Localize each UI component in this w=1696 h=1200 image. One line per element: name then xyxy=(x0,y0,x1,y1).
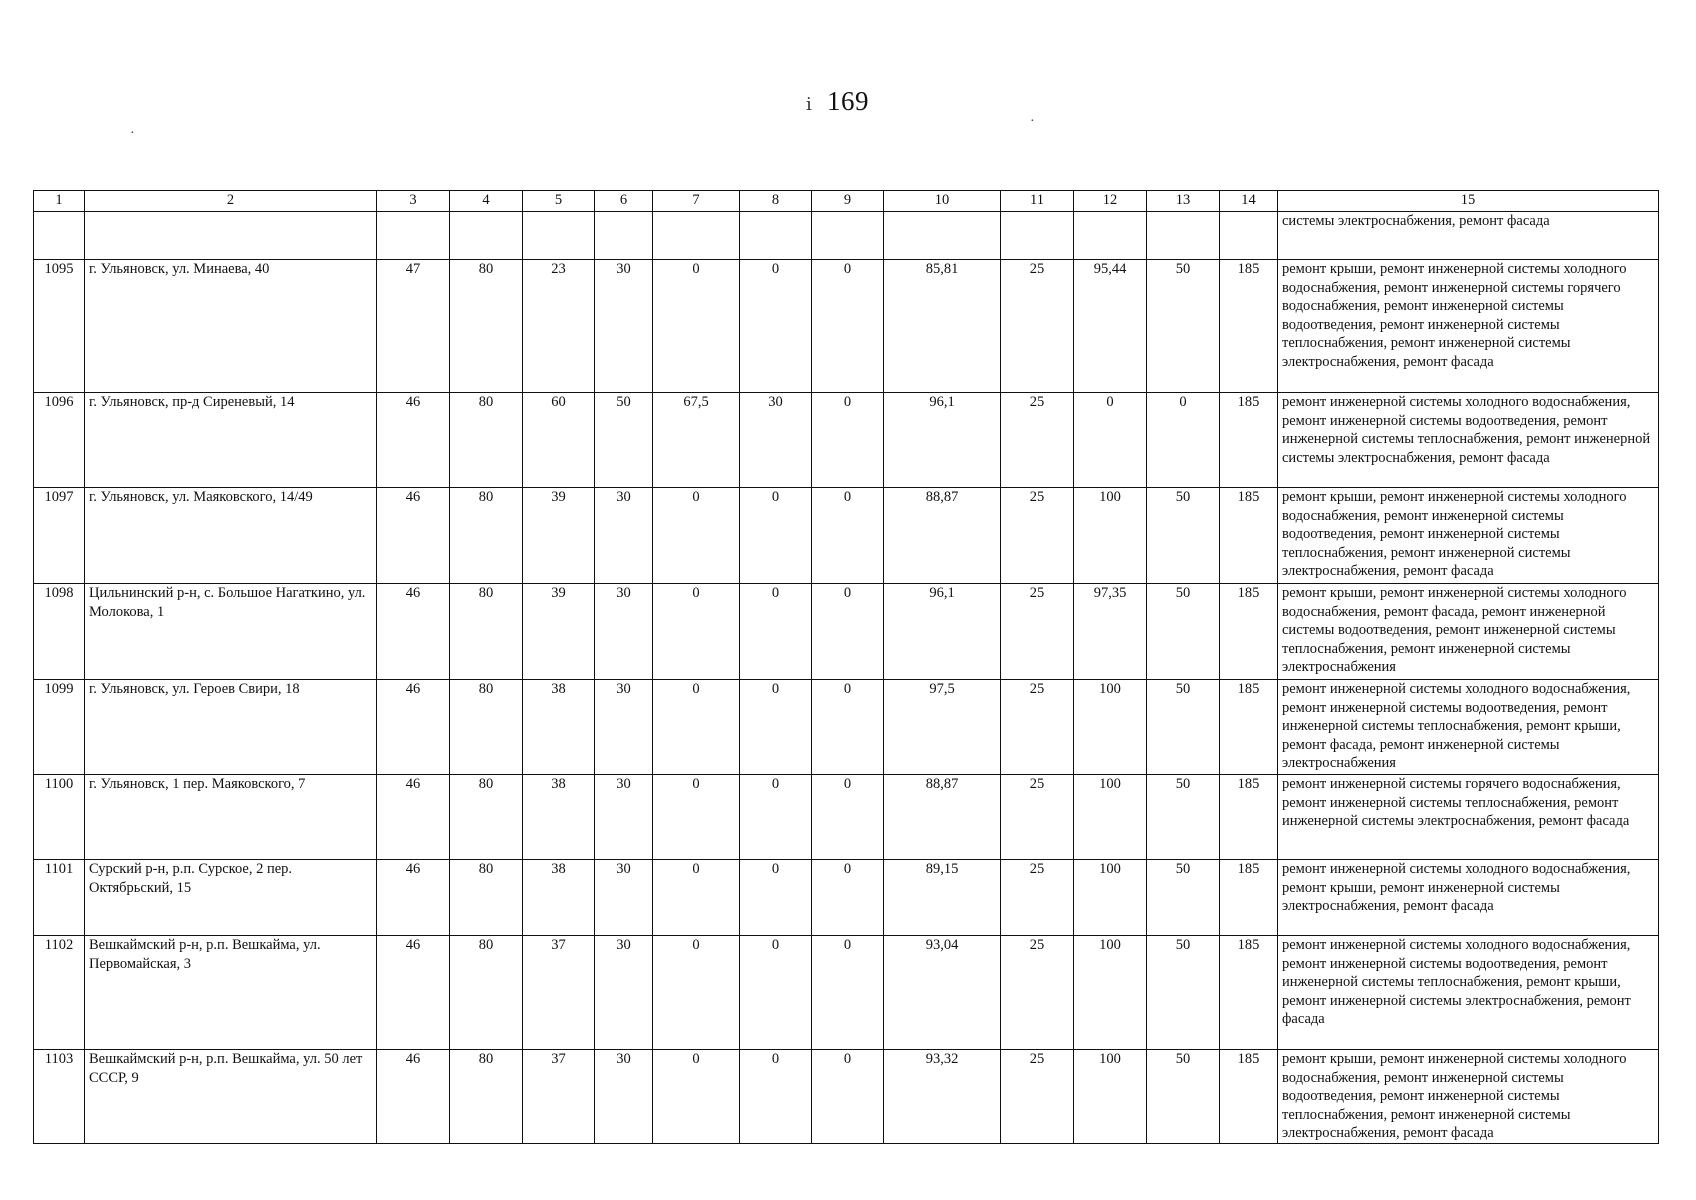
value-cell: 50 xyxy=(1147,260,1220,393)
value-cell: 89,15 xyxy=(884,860,1001,936)
works-cell: ремонт инженерной системы холодного водоснабжения, ремонт инженерной системы водоотведения, ремонт инженерной системы теплоснабжения, ремонт крыши, ремонт фасада, ремонт инженерной системы электроснабжения xyxy=(1278,680,1659,775)
value-cell: 67,5 xyxy=(653,393,740,488)
value-cell: 46 xyxy=(377,936,450,1050)
value-cell: 85,81 xyxy=(884,260,1001,393)
value-cell: 30 xyxy=(595,860,653,936)
value-cell: 50 xyxy=(1147,775,1220,860)
value-cell: 39 xyxy=(523,584,595,680)
row-number-cell: 1097 xyxy=(34,488,85,584)
table-row xyxy=(34,860,1659,936)
value-cell: 80 xyxy=(450,393,523,488)
works-cell: ремонт крыши, ремонт инженерной системы холодного водоснабжения, ремонт инженерной системы горячего водоснабжения, ремонт инженерной системы водоотведения, ремонт инженерной системы теплоснабжения, ремонт инженерной системы электроснабжения, ремонт фасада xyxy=(1278,260,1659,393)
page-number: 169 xyxy=(827,86,869,116)
value-cell: 46 xyxy=(377,584,450,680)
value-cell: 0 xyxy=(740,584,812,680)
value-cell: 30 xyxy=(595,1050,653,1144)
address-cell: Вешкаймский р-н, р.п. Вешкайма, ул. 50 лет СССР, 9 xyxy=(85,1050,377,1144)
value-cell: 80 xyxy=(450,260,523,393)
address-cell: г. Ульяновск, ул. Минаева, 40 xyxy=(85,260,377,393)
value-cell: 38 xyxy=(523,860,595,936)
works-cell: ремонт инженерной системы холодного водоснабжения, ремонт инженерной системы водоотведения, ремонт инженерной системы теплоснабжения, ремонт крыши, ремонт инженерной системы электроснабжения, ремонт фасада xyxy=(1278,936,1659,1050)
column-header: 10 xyxy=(884,191,1001,212)
value-cell: 50 xyxy=(1147,488,1220,584)
value-cell: 80 xyxy=(450,680,523,775)
value-cell: 0 xyxy=(740,1050,812,1144)
value-cell: 0 xyxy=(1147,393,1220,488)
value-cell: 185 xyxy=(1220,393,1278,488)
column-header: 7 xyxy=(653,191,740,212)
table-row xyxy=(34,775,1659,860)
table-row xyxy=(34,936,1659,1050)
value-cell: 0 xyxy=(653,260,740,393)
works-cell: системы электроснабжения, ремонт фасада xyxy=(1278,212,1659,260)
value-cell: 0 xyxy=(812,860,884,936)
value-cell: 50 xyxy=(1147,860,1220,936)
value-cell: 0 xyxy=(812,936,884,1050)
table-row xyxy=(34,1050,1659,1144)
value-cell: 80 xyxy=(450,488,523,584)
value-cell: 88,87 xyxy=(884,775,1001,860)
value-cell: 185 xyxy=(1220,775,1278,860)
value-cell: 96,1 xyxy=(884,584,1001,680)
value-cell: 23 xyxy=(523,260,595,393)
value-cell: 80 xyxy=(450,775,523,860)
value-cell: 100 xyxy=(1074,860,1147,936)
address-cell: Сурский р-н, р.п. Сурское, 2 пер. Октябрьский, 15 xyxy=(85,860,377,936)
value-cell: 50 xyxy=(1147,936,1220,1050)
value-cell: 0 xyxy=(812,680,884,775)
value-cell: 25 xyxy=(1001,1050,1074,1144)
value-cell: 38 xyxy=(523,775,595,860)
value-cell: 30 xyxy=(595,260,653,393)
works-cell: ремонт крыши, ремонт инженерной системы холодного водоснабжения, ремонт инженерной системы водоотведения, ремонт инженерной системы теплоснабжения, ремонт инженерной системы электроснабжения, ремонт фасада xyxy=(1278,1050,1659,1144)
value-cell: 93,32 xyxy=(884,1050,1001,1144)
value-cell: 37 xyxy=(523,1050,595,1144)
address-cell: г. Ульяновск, пр-д Сиреневый, 14 xyxy=(85,393,377,488)
value-cell: 80 xyxy=(450,860,523,936)
value-cell: 97,35 xyxy=(1074,584,1147,680)
value-cell: 30 xyxy=(595,936,653,1050)
table-row xyxy=(34,260,1659,393)
value-cell: 25 xyxy=(1001,393,1074,488)
column-header: 9 xyxy=(812,191,884,212)
column-header: 4 xyxy=(450,191,523,212)
value-cell: 88,87 xyxy=(884,488,1001,584)
works-cell: ремонт крыши, ремонт инженерной системы холодного водоснабжения, ремонт инженерной системы водоотведения, ремонт инженерной системы теплоснабжения, ремонт инженерной системы электроснабжения, ремонт фасада xyxy=(1278,488,1659,584)
value-cell: 0 xyxy=(812,393,884,488)
row-number-cell: 1100 xyxy=(34,775,85,860)
row-number-cell: 1101 xyxy=(34,860,85,936)
value-cell: 0 xyxy=(812,488,884,584)
value-cell: 46 xyxy=(377,488,450,584)
table-body xyxy=(34,212,1659,1144)
column-header: 3 xyxy=(377,191,450,212)
value-cell: 0 xyxy=(740,860,812,936)
value-cell: 80 xyxy=(450,584,523,680)
table-row xyxy=(34,584,1659,680)
value-cell: 30 xyxy=(595,488,653,584)
value-cell: 185 xyxy=(1220,260,1278,393)
column-header: 8 xyxy=(740,191,812,212)
header-row xyxy=(34,191,1659,212)
works-cell: ремонт инженерной системы горячего водоснабжения, ремонт инженерной системы теплоснабжения, ремонт инженерной системы электроснабжения, ремонт фасада xyxy=(1278,775,1659,860)
value-cell: 0 xyxy=(653,680,740,775)
column-header: 6 xyxy=(595,191,653,212)
value-cell: 0 xyxy=(740,936,812,1050)
row-number-cell: 1095 xyxy=(34,260,85,393)
column-header: 11 xyxy=(1001,191,1074,212)
value-cell: 100 xyxy=(1074,680,1147,775)
value-cell: 39 xyxy=(523,488,595,584)
value-cell: 0 xyxy=(812,584,884,680)
value-cell: 0 xyxy=(1074,393,1147,488)
column-header: 15 xyxy=(1278,191,1659,212)
value-cell: 37 xyxy=(523,936,595,1050)
value-cell: 97,5 xyxy=(884,680,1001,775)
value-cell: 25 xyxy=(1001,680,1074,775)
value-cell: 0 xyxy=(812,775,884,860)
value-cell: 0 xyxy=(740,775,812,860)
value-cell: 0 xyxy=(653,860,740,936)
value-cell: 0 xyxy=(653,1050,740,1144)
value-cell: 185 xyxy=(1220,584,1278,680)
value-cell: 46 xyxy=(377,860,450,936)
value-cell: 50 xyxy=(1147,680,1220,775)
value-cell: 185 xyxy=(1220,488,1278,584)
value-cell: 25 xyxy=(1001,260,1074,393)
row-number-cell: 1102 xyxy=(34,936,85,1050)
value-cell: 0 xyxy=(812,1050,884,1144)
value-cell: 0 xyxy=(740,680,812,775)
address-cell: Цильнинский р-н, с. Большое Нагаткино, ул. Молокова, 1 xyxy=(85,584,377,680)
value-cell: 0 xyxy=(653,775,740,860)
value-cell: 25 xyxy=(1001,584,1074,680)
value-cell: 25 xyxy=(1001,936,1074,1050)
value-cell: 50 xyxy=(595,393,653,488)
value-cell: 0 xyxy=(653,488,740,584)
value-cell: 25 xyxy=(1001,775,1074,860)
works-cell: ремонт инженерной системы холодного водоснабжения, ремонт крыши, ремонт инженерной системы электроснабжения, ремонт фасада xyxy=(1278,860,1659,936)
address-cell: г. Ульяновск, 1 пер. Маяковского, 7 xyxy=(85,775,377,860)
scan-mark: ⅰ xyxy=(806,94,812,114)
row-number-cell: 1096 xyxy=(34,393,85,488)
column-header: 13 xyxy=(1147,191,1220,212)
value-cell: 60 xyxy=(523,393,595,488)
value-cell: 46 xyxy=(377,1050,450,1144)
value-cell: 38 xyxy=(523,680,595,775)
value-cell: 30 xyxy=(595,775,653,860)
value-cell: 25 xyxy=(1001,860,1074,936)
value-cell: 185 xyxy=(1220,860,1278,936)
table-row xyxy=(34,488,1659,584)
value-cell: 185 xyxy=(1220,680,1278,775)
table-row xyxy=(34,393,1659,488)
value-cell: 100 xyxy=(1074,1050,1147,1144)
value-cell: 0 xyxy=(740,488,812,584)
value-cell: 96,1 xyxy=(884,393,1001,488)
column-header: 5 xyxy=(523,191,595,212)
value-cell: 100 xyxy=(1074,775,1147,860)
row-number-cell: 1098 xyxy=(34,584,85,680)
value-cell: 25 xyxy=(1001,488,1074,584)
value-cell: 30 xyxy=(595,584,653,680)
repair-schedule-table xyxy=(33,190,1659,1144)
row-number-cell: 1103 xyxy=(34,1050,85,1144)
value-cell: 0 xyxy=(653,936,740,1050)
value-cell: 95,44 xyxy=(1074,260,1147,393)
continuation-row xyxy=(34,212,1659,260)
column-header: 12 xyxy=(1074,191,1147,212)
value-cell: 46 xyxy=(377,680,450,775)
works-cell: ремонт крыши, ремонт инженерной системы холодного водоснабжения, ремонт фасада, ремонт инженерной системы водоотведения, ремонт инженерной системы теплоснабжения, ремонт инженерной системы электроснабжения xyxy=(1278,584,1659,680)
table-row xyxy=(34,680,1659,775)
address-cell: г. Ульяновск, ул. Маяковского, 14/49 xyxy=(85,488,377,584)
value-cell: 100 xyxy=(1074,936,1147,1050)
address-cell: г. Ульяновск, ул. Героев Свири, 18 xyxy=(85,680,377,775)
value-cell: 185 xyxy=(1220,1050,1278,1144)
works-cell: ремонт инженерной системы холодного водоснабжения, ремонт инженерной системы водоотведения, ремонт инженерной системы теплоснабжения, ремонт инженерной системы электроснабжения, ремонт фасада xyxy=(1278,393,1659,488)
address-cell: Вешкаймский р-н, р.п. Вешкайма, ул. Первомайская, 3 xyxy=(85,936,377,1050)
value-cell: 0 xyxy=(653,584,740,680)
scan-speck: · xyxy=(130,126,135,141)
value-cell: 100 xyxy=(1074,488,1147,584)
column-header: 2 xyxy=(85,191,377,212)
value-cell: 50 xyxy=(1147,584,1220,680)
value-cell: 30 xyxy=(595,680,653,775)
scan-speck: · xyxy=(1030,114,1035,129)
value-cell: 0 xyxy=(812,260,884,393)
column-header: 14 xyxy=(1220,191,1278,212)
value-cell: 0 xyxy=(740,260,812,393)
value-cell: 46 xyxy=(377,393,450,488)
value-cell: 46 xyxy=(377,775,450,860)
value-cell: 93,04 xyxy=(884,936,1001,1050)
row-number-cell: 1099 xyxy=(34,680,85,775)
value-cell: 30 xyxy=(740,393,812,488)
value-cell: 50 xyxy=(1147,1050,1220,1144)
value-cell: 80 xyxy=(450,936,523,1050)
value-cell: 80 xyxy=(450,1050,523,1144)
value-cell: 185 xyxy=(1220,936,1278,1050)
value-cell: 47 xyxy=(377,260,450,393)
column-header: 1 xyxy=(34,191,85,212)
